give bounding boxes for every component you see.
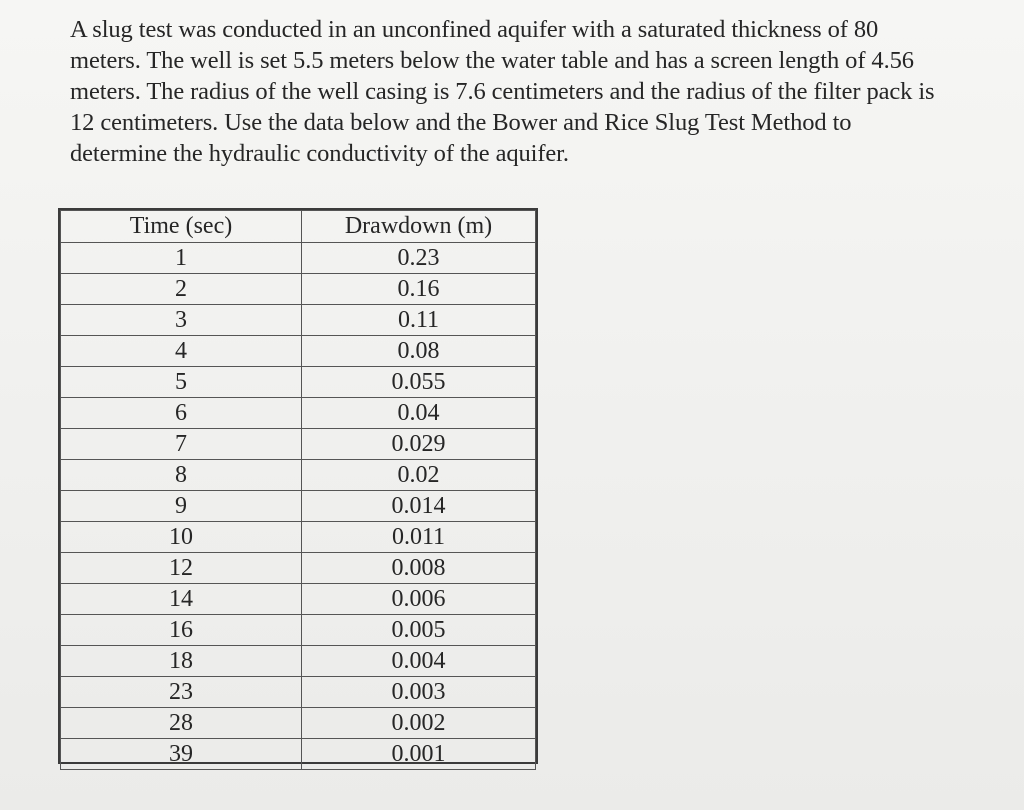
table-row xyxy=(61,646,536,677)
drawdown-cell: 0.003 xyxy=(302,677,536,708)
table-row xyxy=(61,429,536,460)
drawdown-cell: 0.006 xyxy=(302,584,536,615)
drawdown-cell: 0.004 xyxy=(302,646,536,677)
time-cell: 18 xyxy=(61,646,302,677)
problem-line: determine the hydraulic conductivity of the aquifer. xyxy=(70,140,569,167)
time-cell: 9 xyxy=(61,491,302,522)
table-row xyxy=(61,708,536,739)
table-row xyxy=(61,739,536,770)
problem-line: meters. The radius of the well casing is 7.6 centimeters and the radius of the filter pack is xyxy=(70,78,935,105)
drawdown-cell: 0.02 xyxy=(302,460,536,491)
time-cell: 16 xyxy=(61,615,302,646)
time-cell: 6 xyxy=(61,398,302,429)
drawdown-table xyxy=(60,210,536,770)
table-row xyxy=(61,274,536,305)
table-row xyxy=(61,491,536,522)
drawdown-cell: 0.16 xyxy=(302,274,536,305)
table-row xyxy=(61,243,536,274)
time-cell: 3 xyxy=(61,305,302,336)
time-cell: 14 xyxy=(61,584,302,615)
time-cell: 28 xyxy=(61,708,302,739)
drawdown-cell: 0.23 xyxy=(302,243,536,274)
time-cell: 5 xyxy=(61,367,302,398)
drawdown-cell: 0.014 xyxy=(302,491,536,522)
drawdown-cell: 0.001 xyxy=(302,739,536,770)
table-row xyxy=(61,522,536,553)
time-cell: 39 xyxy=(61,739,302,770)
drawdown-cell: 0.029 xyxy=(302,429,536,460)
problem-statement xyxy=(70,14,1015,169)
table-row xyxy=(61,398,536,429)
drawdown-table-frame xyxy=(58,208,538,767)
time-cell: 10 xyxy=(61,522,302,553)
table-row xyxy=(61,615,536,646)
time-cell: 23 xyxy=(61,677,302,708)
drawdown-cell: 0.08 xyxy=(302,336,536,367)
column-header-time: Time (sec) xyxy=(61,211,302,243)
table-row xyxy=(61,336,536,367)
drawdown-cell: 0.04 xyxy=(302,398,536,429)
drawdown-cell: 0.005 xyxy=(302,615,536,646)
table-row xyxy=(61,367,536,398)
time-cell: 12 xyxy=(61,553,302,584)
table-row xyxy=(61,553,536,584)
table-row xyxy=(61,677,536,708)
table-row xyxy=(61,305,536,336)
table-row xyxy=(61,460,536,491)
problem-line: 12 centimeters. Use the data below and the Bower and Rice Slug Test Method to xyxy=(70,109,852,136)
time-cell: 8 xyxy=(61,460,302,491)
drawdown-cell: 0.11 xyxy=(302,305,536,336)
drawdown-cell: 0.011 xyxy=(302,522,536,553)
time-cell: 1 xyxy=(61,243,302,274)
problem-line: A slug test was conducted in an unconfined aquifer with a saturated thickness of 80 xyxy=(70,16,879,43)
time-cell: 4 xyxy=(61,336,302,367)
drawdown-cell: 0.055 xyxy=(302,367,536,398)
table-header-row xyxy=(61,211,536,243)
time-cell: 7 xyxy=(61,429,302,460)
table-row xyxy=(61,584,536,615)
column-header-drawdown: Drawdown (m) xyxy=(302,211,536,243)
time-cell: 2 xyxy=(61,274,302,305)
drawdown-cell: 0.008 xyxy=(302,553,536,584)
drawdown-cell: 0.002 xyxy=(302,708,536,739)
problem-line: meters. The well is set 5.5 meters below the water table and has a screen length of 4.56 xyxy=(70,47,914,74)
